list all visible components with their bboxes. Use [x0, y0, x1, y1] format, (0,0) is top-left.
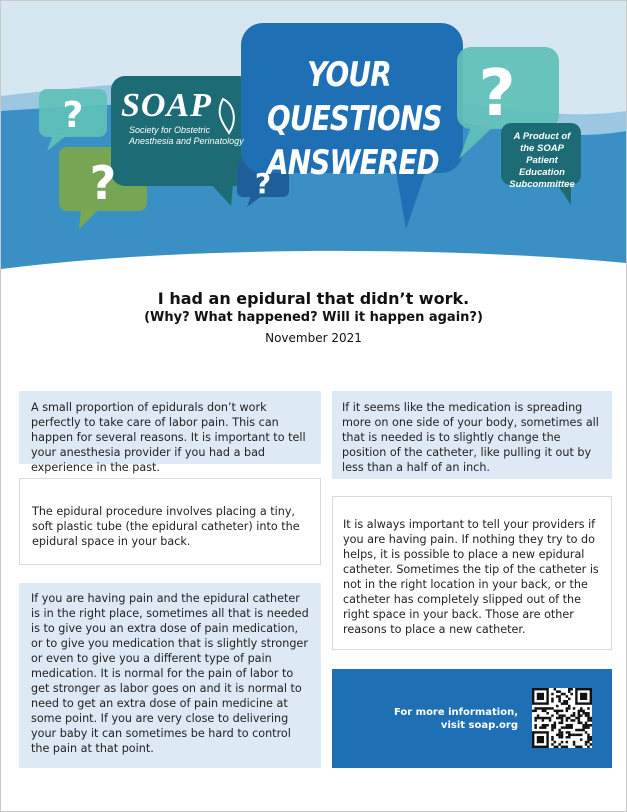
soap-logo [121, 89, 249, 147]
question-mark-icon: ? [478, 57, 516, 131]
document-heading [1, 289, 626, 348]
info-card-small-proportion: A small proportion of epidurals don’t work perfectly to take care of labor pain. This can happen for several reasons. It is important to tell your anesthesia provider if you had a bad experience in the past. [19, 391, 321, 464]
banner-headline: YOUR QUESTIONS ANSWERED [267, 55, 442, 183]
qr-code-icon[interactable] [532, 688, 592, 748]
product-credit: A Product of the SOAP Patient Education Subcommittee [509, 131, 575, 190]
soap-full-name: Society for Obstetric Anesthesia and Perinatology [129, 125, 244, 146]
question-mark-icon: ? [89, 156, 117, 210]
document-title: I had an epidural that didn’t work. [157, 289, 470, 308]
document-date: November 2021 [265, 331, 362, 345]
question-mark-icon: ? [62, 95, 84, 136]
info-card-one-side: If it seems like the medication is spreading more on one side of your body, sometimes all that is needed is to slightly change the position of the catheter, like pulling it out by less than a half of an inch. [332, 391, 612, 479]
info-card-tell-providers: It is always important to tell your providers if you are having pain. If nothing they try to do helps, it is possible to place a new epidural catheter. Sometimes the tip of the catheter is not in the right location in your back, or the catheter has completely slipped out of the right space in your back. Those are other reasons to place a new catheter. [332, 496, 612, 650]
document-subtitle: (Why? What happened? Will it happen again?) [144, 310, 483, 325]
info-card-pain-dose: If you are having pain and the epidural catheter is in the right place, sometimes all that is needed is to give you an extra dose of pain medication, or to give you medication that is slightly stronger or even to give you a different type of pain medication. It is normal for the pain of labor to get stronger as labor goes on and it is normal to need to get an extra dose of pain medicine at some point. If you are very close to delivering your baby it can sometimes be hard to control the pain at that point. [19, 583, 321, 768]
question-mark-icon: ? [254, 167, 272, 200]
info-card-procedure: The epidural procedure involves placing a tiny, soft plastic tube (the epidural catheter) into the epidural space in your back. [19, 478, 321, 565]
website-link[interactable]: visit soap.org [440, 720, 518, 731]
soap-wordmark: SOAP [121, 87, 212, 124]
more-info-text: For more information, visit soap.org [373, 706, 518, 732]
